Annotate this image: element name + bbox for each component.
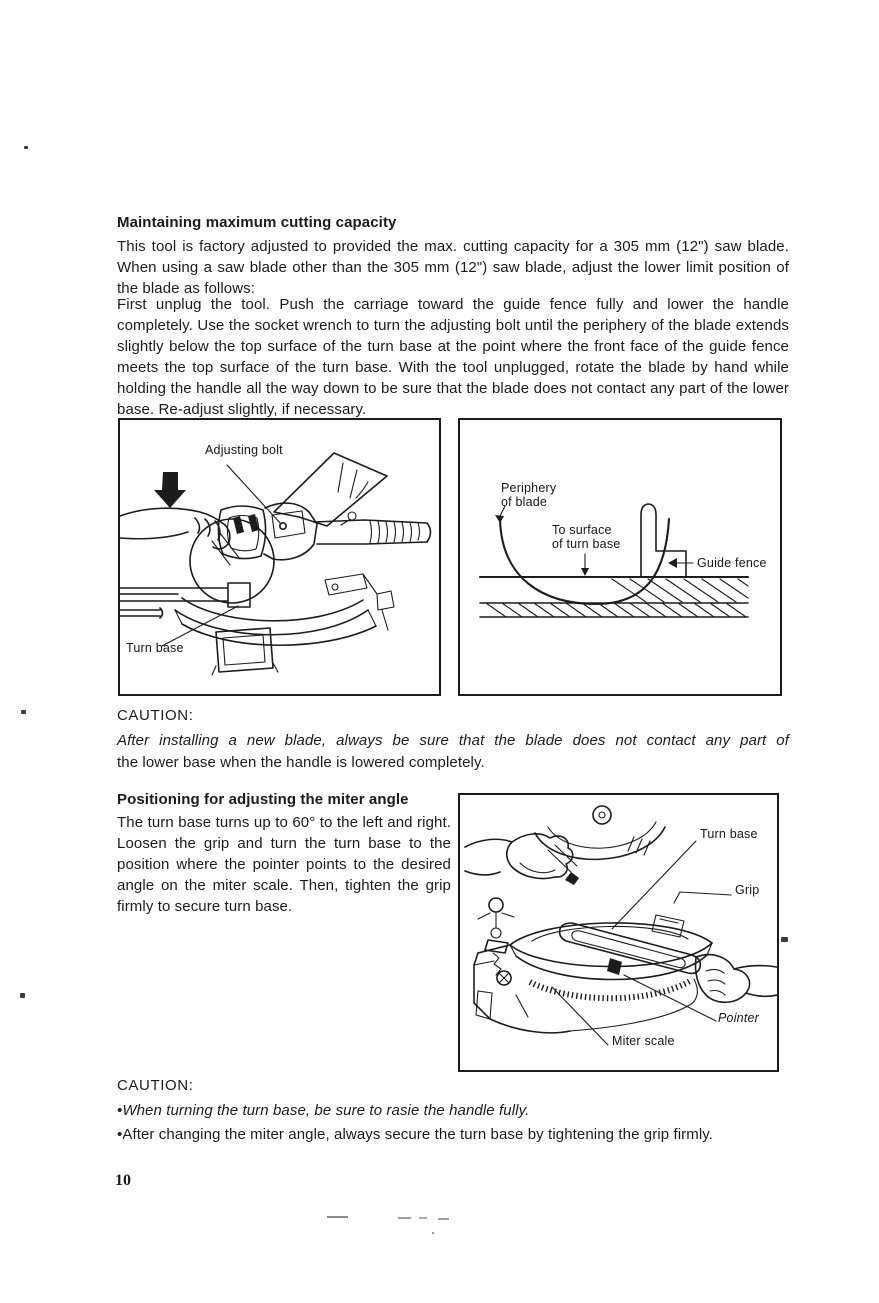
- figure2-label-periphery-2: of blade: [501, 495, 548, 509]
- figure3-label-pointer: Pointer: [718, 1011, 760, 1025]
- turn-base-leader-line: [612, 841, 696, 929]
- scan-mark: [419, 1217, 427, 1219]
- caution2-bullet1: •When turning the turn base, be sure to rasie the handle fully.: [117, 1102, 530, 1119]
- figure2-label-surface-2: of turn base: [552, 537, 621, 551]
- figure1-label-adjusting-bolt: Adjusting bolt: [205, 443, 283, 457]
- scan-speck: [24, 146, 28, 149]
- caution1-body: [117, 730, 789, 773]
- caution2-heading: CAUTION:: [117, 1077, 194, 1094]
- figure3-label-grip: Grip: [735, 883, 760, 897]
- caution2-body: [117, 1099, 797, 1147]
- scan-speck: [20, 993, 25, 998]
- scan-mark: [432, 1232, 434, 1234]
- pointer-mark: [607, 958, 622, 975]
- figure2-label-surface-1: To surface: [552, 523, 612, 537]
- section1-paragraph-1: This tool is factory adjusted to provided the max. cutting capacity for a 305 mm (12") saw blade. When using a saw blade other than the 305 mm (12") saw blade, adjust the lower limit position of the blade as follows:: [117, 238, 789, 297]
- figure2-label-guide-fence: Guide fence: [697, 556, 767, 570]
- figure3-label-turn-base: Turn base: [700, 827, 758, 841]
- figure-lowering-handle: [118, 418, 441, 696]
- scan-speck: [21, 710, 26, 714]
- caution1-line2: the lower base when the handle is lowered completely.: [117, 753, 485, 771]
- figure1-label-turn-base: Turn base: [126, 641, 184, 655]
- section2-heading: Positioning for adjusting the miter angle: [117, 791, 409, 808]
- down-arrow-icon: [154, 472, 186, 508]
- scan-mark: [438, 1218, 449, 1220]
- grip-leader-line: [674, 892, 731, 903]
- scan-mark: [327, 1216, 348, 1218]
- section2-body: The turn base turns up to 60° to the left and right. Loosen the grip and turn the turn base to the position where the pointer points to the desired angle on the miter scale. Then, tighten the grip firmly to secure turn base.: [117, 814, 451, 915]
- caution1-heading: CAUTION:: [117, 707, 194, 724]
- caution2-bullet2: •After changing the miter angle, always secure the turn base by tightening the grip firmly.: [117, 1126, 714, 1143]
- figure3-label-miter-scale: Miter scale: [612, 1034, 675, 1048]
- figure-blade-periphery: [458, 418, 782, 696]
- caution1-line1: After installing a new blade, always be sure that the blade does not contact any part of: [117, 732, 789, 749]
- figure2-label-periphery-1: Periphery: [501, 481, 557, 495]
- miter-scale-leader-line: [552, 987, 608, 1045]
- scan-mark: [398, 1217, 411, 1219]
- figure-miter-angle: [458, 793, 779, 1072]
- section1-heading: Maintaining maximum cutting capacity: [117, 214, 397, 231]
- scan-speck: [781, 937, 788, 942]
- section1-paragraph-2: First unplug the tool. Push the carriage toward the guide fence fully and lower the handle completely. Use the socket wrench to turn the adjusting bolt until the periphery of the blade extends slightly below the top surface of the turn base at the point where the front face of the guide fence meets the top surface of the turn base. With the tool unplugged, rotate the blade by hand while holding the handle all the way down to be sure that the blade does not contact any part of the lower base. Re-adjust slightly, if necessary.: [117, 296, 789, 418]
- page-number: 10: [115, 1172, 131, 1189]
